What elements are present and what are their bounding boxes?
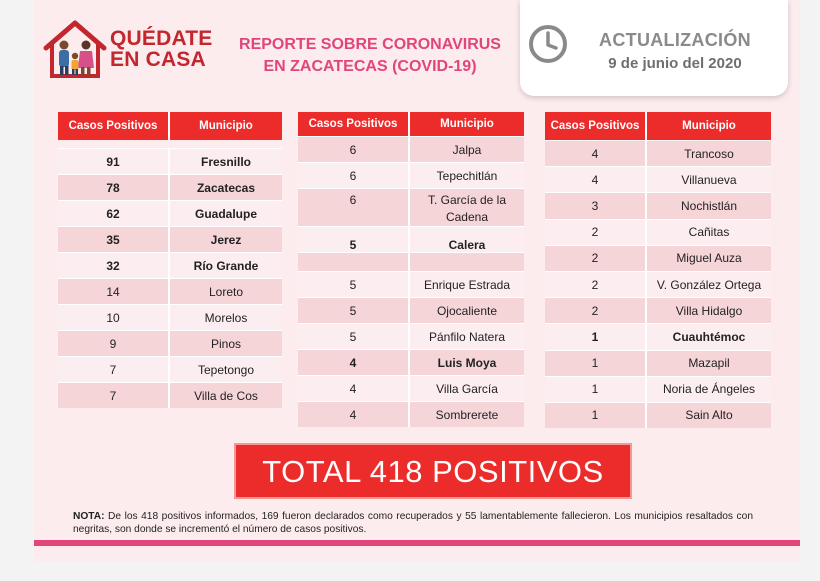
- cell-cases: 1: [545, 402, 647, 428]
- cell-municipio: Tepechitlán: [410, 162, 524, 188]
- cell-cases: 32: [58, 252, 170, 278]
- cell-cases: 7: [58, 356, 170, 382]
- cell-municipio: Villa de Cos: [170, 382, 282, 408]
- total-positives-banner: TOTAL 418 POSITIVOS: [236, 445, 630, 497]
- cell-cases: 1: [545, 323, 647, 349]
- table-row: [58, 330, 282, 356]
- slogan-line-1: QUÉDATE: [110, 27, 213, 50]
- header-cases: Casos Positivos: [58, 112, 170, 140]
- table-row: [298, 136, 524, 162]
- table-row: [298, 297, 524, 323]
- header-cases: Casos Positivos: [298, 112, 410, 136]
- cell-cases: 2: [545, 245, 647, 271]
- cell-cases: 2: [545, 219, 647, 245]
- table-row: [545, 245, 771, 271]
- cell-cases: 4: [298, 375, 410, 401]
- table-header-row: [58, 112, 282, 140]
- cell-municipio: Calera: [410, 226, 524, 252]
- cell-municipio: Trancoso: [647, 140, 771, 166]
- clock-icon: [528, 24, 568, 64]
- cell-cases: 4: [298, 349, 410, 375]
- table-row: [545, 297, 771, 323]
- table-row: [545, 219, 771, 245]
- table-row: [545, 350, 771, 376]
- report-title-line-2: EN ZACATECAS (COVID-19): [263, 58, 477, 75]
- cell-municipio: Nochistlán: [647, 192, 771, 218]
- footer-accent-bar: [34, 540, 800, 546]
- cell-municipio: Loreto: [170, 278, 282, 304]
- table-row: [545, 323, 771, 349]
- header-municipio: Municipio: [410, 112, 524, 136]
- cell-municipio: Jalpa: [410, 136, 524, 162]
- cell-municipio: Cuauhtémoc: [647, 323, 771, 349]
- house-family-icon: [42, 18, 108, 80]
- cell-cases: 14: [58, 278, 170, 304]
- cell-municipio: T. García de la Cadena: [410, 188, 524, 226]
- cell-cases: 5: [298, 271, 410, 297]
- update-title: ACTUALIZACIÓN: [599, 30, 751, 50]
- table-row: [298, 226, 524, 252]
- cell-municipio: Miguel Auza: [647, 245, 771, 271]
- header-cases: Casos Positivos: [545, 112, 647, 140]
- cases-table-1: [58, 112, 282, 408]
- cell-cases: 78: [58, 174, 170, 200]
- cell-municipio: Ojocaliente: [410, 297, 524, 323]
- cell-municipio: Sain Alto: [647, 402, 771, 428]
- cell-municipio: Mazapil: [647, 350, 771, 376]
- cell-municipio: Jerez: [170, 226, 282, 252]
- cell-cases: 7: [58, 382, 170, 408]
- table-row: [298, 349, 524, 375]
- cell-cases: 3: [545, 192, 647, 218]
- table-row: [298, 375, 524, 401]
- table-header-row: [545, 112, 771, 140]
- cell-cases: 6: [298, 162, 410, 188]
- table-row: [58, 278, 282, 304]
- cell-cases: 10: [58, 304, 170, 330]
- cell-cases: 4: [545, 140, 647, 166]
- table-row: [58, 200, 282, 226]
- table-row: [58, 252, 282, 278]
- cell-cases: 4: [298, 401, 410, 427]
- table-row: [298, 323, 524, 349]
- cell-cases: 6: [298, 188, 410, 226]
- table-row: [298, 271, 524, 297]
- cell-municipio: Río Grande: [170, 252, 282, 278]
- table-row: [545, 166, 771, 192]
- cell-municipio: Luis Moya: [410, 349, 524, 375]
- footnote-text: De los 418 positivos informados, 169 fueron declarados como recuperados y 55 lamentablemente fallecieron. Los municipios resaltados con negritas, son donde se incrementó el número de casos positivos.: [73, 511, 753, 535]
- table-row-continuation: [298, 252, 524, 271]
- table-row: [58, 356, 282, 382]
- table-row: [58, 304, 282, 330]
- cell-cases: 4: [545, 166, 647, 192]
- cell-cases: 5: [298, 323, 410, 349]
- table-row: [58, 148, 282, 174]
- cell-municipio: Enrique Estrada: [410, 271, 524, 297]
- table-row: [545, 402, 771, 428]
- table-spacer: [58, 140, 282, 148]
- footnote: [73, 510, 753, 536]
- cell-municipio: Villanueva: [647, 166, 771, 192]
- cell-municipio: Sombrerete: [410, 401, 524, 427]
- table-row: [298, 401, 524, 427]
- cell-cases: 35: [58, 226, 170, 252]
- table-row: [545, 271, 771, 297]
- cell-municipio: V. González Ortega: [647, 271, 771, 297]
- cell-municipio: Noria de Ángeles: [647, 376, 771, 402]
- table-header-row: [298, 112, 524, 136]
- cases-table-2: [298, 112, 524, 427]
- table-row: [298, 188, 524, 226]
- cases-table-3: [545, 112, 771, 428]
- cell-municipio: Morelos: [170, 304, 282, 330]
- cell-cases: 91: [58, 148, 170, 174]
- cell-municipio: Pinos: [170, 330, 282, 356]
- cell-municipio: Cañitas: [647, 219, 771, 245]
- cell-municipio: Zacatecas: [170, 174, 282, 200]
- slogan-line-2: EN CASA: [110, 48, 206, 71]
- cell-municipio: Guadalupe: [170, 200, 282, 226]
- table-row: [58, 226, 282, 252]
- table-row: [298, 162, 524, 188]
- table-row: [545, 192, 771, 218]
- cell-cases: 2: [545, 271, 647, 297]
- table-row: [545, 140, 771, 166]
- header-municipio: Municipio: [647, 112, 771, 140]
- header-municipio: Municipio: [170, 112, 282, 140]
- cell-municipio: Villa García: [410, 375, 524, 401]
- cell-cases: 5: [298, 297, 410, 323]
- cell-cases: 2: [545, 297, 647, 323]
- cell-cases: 5: [298, 226, 410, 252]
- cell-cases: 62: [58, 200, 170, 226]
- cell-cases: 1: [545, 350, 647, 376]
- cell-cases: 1: [545, 376, 647, 402]
- table-row: [545, 376, 771, 402]
- cell-municipio: Tepetongo: [170, 356, 282, 382]
- cell-cases: 9: [58, 330, 170, 356]
- cell-municipio: Villa Hidalgo: [647, 297, 771, 323]
- update-date: 9 de junio del 2020: [608, 55, 742, 72]
- report-title-line-1: REPORTE SOBRE CORONAVIRUS: [239, 36, 501, 53]
- table-row: [58, 174, 282, 200]
- table-row: [58, 382, 282, 408]
- footnote-label: NOTA:: [73, 511, 105, 522]
- cell-cases: 6: [298, 136, 410, 162]
- cell-municipio: Fresnillo: [170, 148, 282, 174]
- cell-municipio: Pánfilo Natera: [410, 323, 524, 349]
